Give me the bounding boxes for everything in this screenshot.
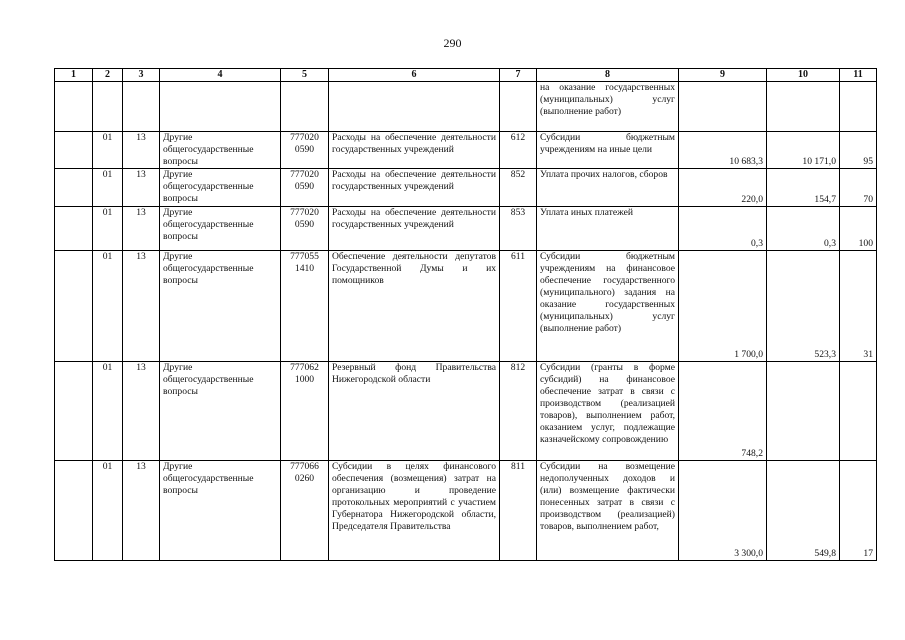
subsection-code-cell	[123, 82, 160, 132]
expense-type-code-cell: 812	[500, 362, 537, 461]
percent-cell: 95	[840, 132, 877, 169]
section-code-cell: 01	[93, 251, 123, 362]
section-name-cell	[160, 82, 281, 132]
planned-amount-cell: 220,0	[679, 169, 767, 207]
actual-amount-cell: 523,3	[767, 251, 840, 362]
section-code-cell: 01	[93, 461, 123, 561]
target-article-cell: 777066 0260	[281, 461, 329, 561]
planned-amount-cell: 0,3	[679, 207, 767, 251]
section-name-cell: Другие общегосударственные вопросы	[160, 362, 281, 461]
article-name-cell: Расходы на обеспечение деятельности государственных учреждений	[329, 132, 500, 169]
table-row	[55, 207, 877, 251]
expense-type-name-cell: Субсидии бюджетным учреждениям на иные цели	[537, 132, 679, 169]
expense-type-code-cell: 811	[500, 461, 537, 561]
row-number-cell	[55, 461, 93, 561]
page-number: 290	[443, 36, 462, 50]
row-number-cell	[55, 251, 93, 362]
subsection-code-cell: 13	[123, 169, 160, 207]
target-article-cell	[281, 82, 329, 132]
budget-table	[54, 68, 877, 561]
row-number-cell	[55, 362, 93, 461]
section-code-cell: 01	[93, 207, 123, 251]
expense-type-code-cell	[500, 82, 537, 132]
actual-amount-cell: 0,3	[767, 207, 840, 251]
subsection-code-cell: 13	[123, 132, 160, 169]
planned-amount-cell: 1 700,0	[679, 251, 767, 362]
table-row	[55, 461, 877, 561]
section-name-cell: Другие общегосударственные вопросы	[160, 207, 281, 251]
expense-type-name-cell: Субсидии (гранты в форме субсидий) на финансовое обеспечение затрат в связи с производством (реализацией товаров), выполнением работ, оказанием услуг, подлежащие казначейскому сопровождению	[537, 362, 679, 461]
percent-cell: 70	[840, 169, 877, 207]
subsection-code-cell: 13	[123, 461, 160, 561]
subsection-code-cell: 13	[123, 207, 160, 251]
article-name-cell: Резервный фонд Правительства Нижегородской области	[329, 362, 500, 461]
planned-amount-cell	[679, 82, 767, 132]
actual-amount-cell: 549,8	[767, 461, 840, 561]
table-row	[55, 169, 877, 207]
subsection-code-cell: 13	[123, 251, 160, 362]
target-article-cell: 777020 0590	[281, 169, 329, 207]
subsection-code-cell: 13	[123, 362, 160, 461]
target-article-cell: 777055 1410	[281, 251, 329, 362]
percent-cell	[840, 362, 877, 461]
percent-cell	[840, 82, 877, 132]
article-name-cell	[329, 82, 500, 132]
article-name-cell: Расходы на обеспечение деятельности государственных учреждений	[329, 207, 500, 251]
header-cell: 4	[160, 69, 281, 82]
header-cell: 2	[93, 69, 123, 82]
section-code-cell: 01	[93, 169, 123, 207]
section-code-cell: 01	[93, 132, 123, 169]
section-name-cell: Другие общегосударственные вопросы	[160, 251, 281, 362]
actual-amount-cell	[767, 82, 840, 132]
article-name-cell: Расходы на обеспечение деятельности государственных учреждений	[329, 169, 500, 207]
percent-cell: 17	[840, 461, 877, 561]
section-code-cell	[93, 82, 123, 132]
planned-amount-cell: 748,2	[679, 362, 767, 461]
percent-cell: 31	[840, 251, 877, 362]
section-code-cell: 01	[93, 362, 123, 461]
expense-type-code-cell: 852	[500, 169, 537, 207]
expense-type-name-cell: Субсидии на возмещение недополученных доходов и (или) возмещение фактически понесенных затрат в связи с производством (реализацией) товаров, выполнением работ,	[537, 461, 679, 561]
table-row	[55, 251, 877, 362]
actual-amount-cell: 154,7	[767, 169, 840, 207]
header-cell: 3	[123, 69, 160, 82]
expense-type-name-cell: Уплата прочих налогов, сборов	[537, 169, 679, 207]
header-row	[55, 69, 877, 82]
header-cell: 8	[537, 69, 679, 82]
header-cell: 11	[840, 69, 877, 82]
percent-cell: 100	[840, 207, 877, 251]
planned-amount-cell: 3 300,0	[679, 461, 767, 561]
expense-type-code-cell: 611	[500, 251, 537, 362]
section-name-cell: Другие общегосударственные вопросы	[160, 169, 281, 207]
header-cell: 10	[767, 69, 840, 82]
expense-type-name-cell: Уплата иных платежей	[537, 207, 679, 251]
target-article-cell: 777020 0590	[281, 207, 329, 251]
expense-type-code-cell: 612	[500, 132, 537, 169]
header-cell: 1	[55, 69, 93, 82]
planned-amount-cell: 10 683,3	[679, 132, 767, 169]
row-number-cell	[55, 82, 93, 132]
article-name-cell: Субсидии в целях финансового обеспечения (возмещения) затрат на организацию и проведение протокольных мероприятий с участием Губернатора Нижегородской области, Председателя Правительства	[329, 461, 500, 561]
expense-type-name-cell: на оказание государственных (муниципальных) услуг (выполнение работ)	[537, 82, 679, 132]
row-number-cell	[55, 169, 93, 207]
expense-type-name-cell: Субсидии бюджетным учреждениям на финансовое обеспечение государственного (муниципального) задания на оказание государственных (муниципальных) услуг (выполнение работ)	[537, 251, 679, 362]
header-cell: 5	[281, 69, 329, 82]
table-row	[55, 132, 877, 169]
expense-type-code-cell: 853	[500, 207, 537, 251]
header-cell: 6	[329, 69, 500, 82]
section-name-cell: Другие общегосударственные вопросы	[160, 461, 281, 561]
section-name-cell: Другие общегосударственные вопросы	[160, 132, 281, 169]
target-article-cell: 777062 1000	[281, 362, 329, 461]
target-article-cell: 777020 0590	[281, 132, 329, 169]
actual-amount-cell	[767, 362, 840, 461]
table-row	[55, 82, 877, 132]
header-cell: 7	[500, 69, 537, 82]
actual-amount-cell: 10 171,0	[767, 132, 840, 169]
article-name-cell: Обеспечение деятельности депутатов Государственной Думы и их помощников	[329, 251, 500, 362]
row-number-cell	[55, 132, 93, 169]
row-number-cell	[55, 207, 93, 251]
table-row	[55, 362, 877, 461]
header-cell: 9	[679, 69, 767, 82]
